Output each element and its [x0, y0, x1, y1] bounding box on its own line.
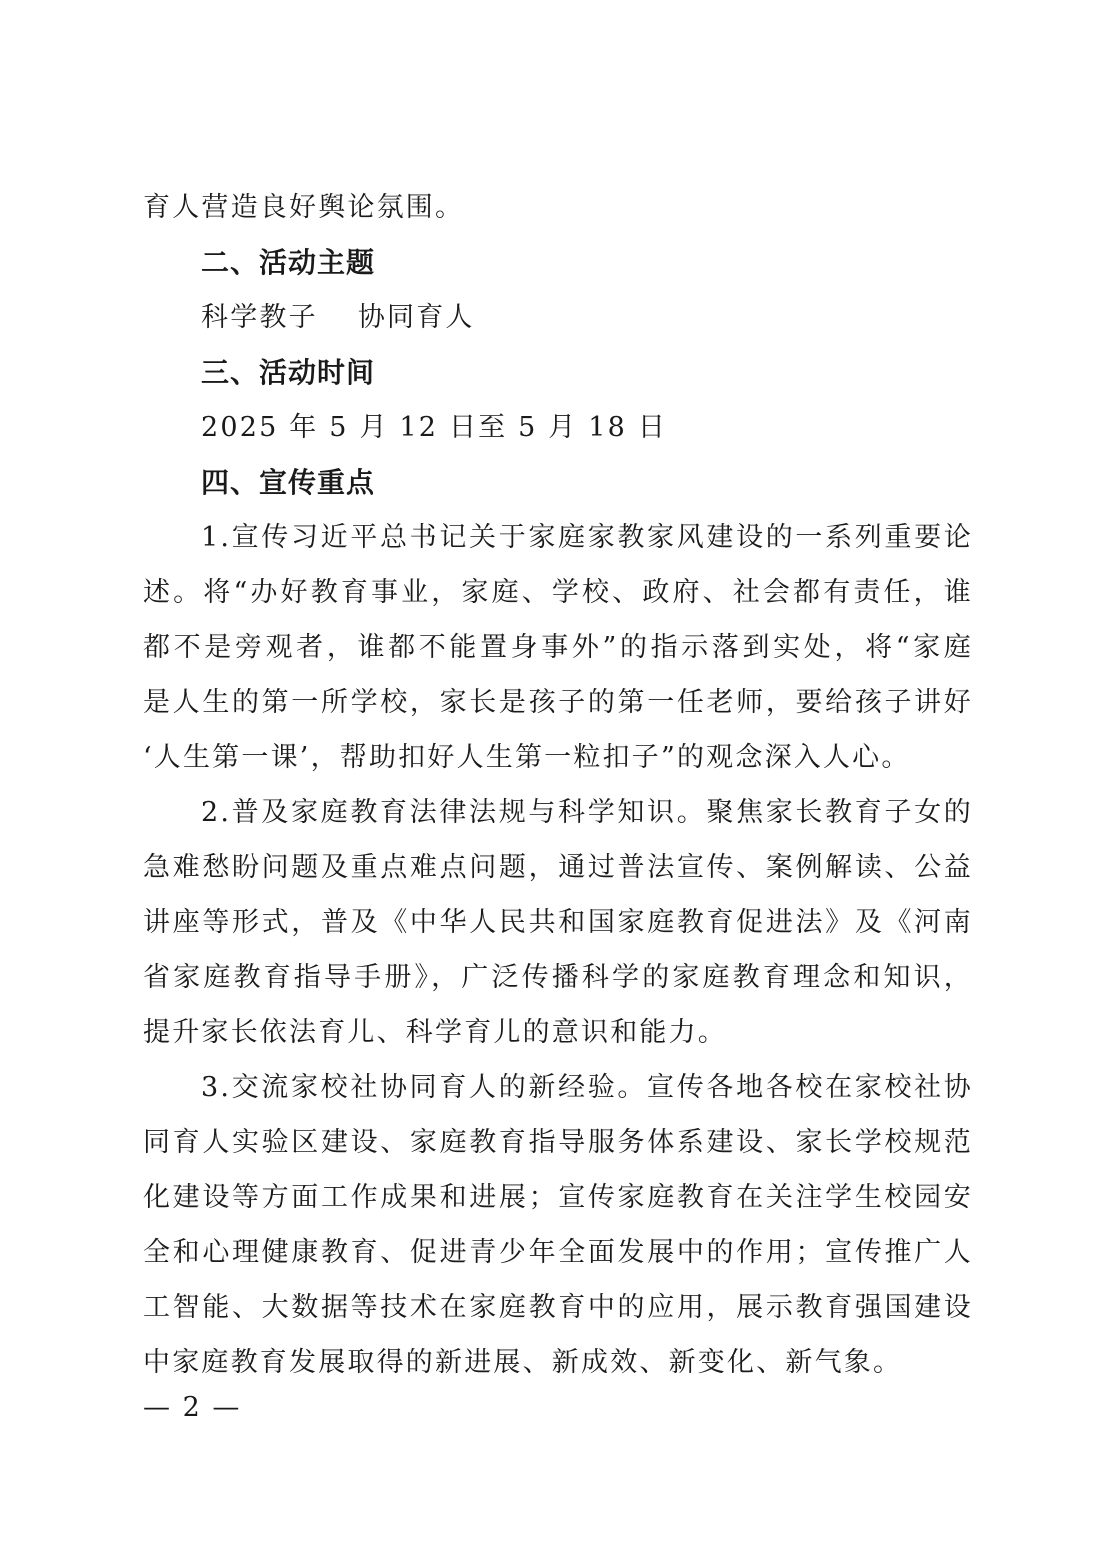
paragraph-1-line: 是人生的第一所学校，家长是孩子的第一任老师，要给孩子讲好: [143, 687, 973, 718]
paragraph-1-line: 述。将“办好教育事业，家庭、学校、政府、社会都有责任，谁: [143, 577, 973, 608]
paragraph-3-line: 中家庭教育发展取得的新进展、新成效、新变化、新气象。: [143, 1347, 903, 1378]
theme-part-2: 协同育人: [357, 302, 475, 333]
paragraph-3-line: 化建设等方面工作成果和进展；宣传家庭教育在关注学生校园安: [143, 1182, 973, 1213]
paragraph-1-line: 都不是旁观者，谁都不能置身事外”的指示落到实处，将“家庭: [143, 632, 973, 663]
paragraph-2-line: 急难愁盼问题及重点难点问题，通过普法宣传、案例解读、公益: [143, 852, 973, 883]
paragraph-2-line: 2.普及家庭教育法律法规与科学知识。聚焦家长教育子女的: [201, 797, 973, 828]
section-heading-theme: 二、活动主题: [201, 246, 376, 279]
paragraph-1-line: 1.宣传习近平总书记关于家庭家教家风建设的一系列重要论: [201, 522, 973, 553]
section-heading-time: 三、活动时间: [201, 356, 376, 389]
paragraph-2-line: 讲座等形式，普及《中华人民共和国家庭教育促进法》及《河南: [143, 907, 973, 938]
paragraph-2-line: 省家庭教育指导手册》，广泛传播科学的家庭教育理念和知识，: [143, 962, 973, 993]
paragraph-3-line: 工智能、大数据等技术在家庭教育中的应用，展示教育强国建设: [143, 1292, 973, 1323]
page-number: — 2 —: [143, 1392, 242, 1423]
document-body: [143, 180, 973, 1390]
body-line: 育人营造良好舆论氛围。: [143, 192, 465, 223]
paragraph-2-line: 提升家长依法育儿、科学育儿的意识和能力。: [143, 1017, 727, 1048]
theme-line: [143, 290, 973, 345]
section-heading-focus: 四、宣传重点: [201, 466, 376, 499]
theme-part-1: 科学教子: [201, 302, 318, 333]
paragraph-3-line: 同育人实验区建设、家庭教育指导服务体系建设、家长学校规范: [143, 1127, 973, 1158]
time-line: 2025 年 5 月 12 日至 5 月 18 日: [201, 412, 668, 443]
paragraph-3-line: 全和心理健康教育、促进青少年全面发展中的作用；宣传推广人: [143, 1237, 973, 1268]
paragraph-3-line: 3.交流家校社协同育人的新经验。宣传各地各校在家校社协: [201, 1072, 973, 1103]
paragraph-1-line: ‘人生第一课’，帮助扣好人生第一粒扣子”的观念深入人心。: [143, 742, 911, 773]
